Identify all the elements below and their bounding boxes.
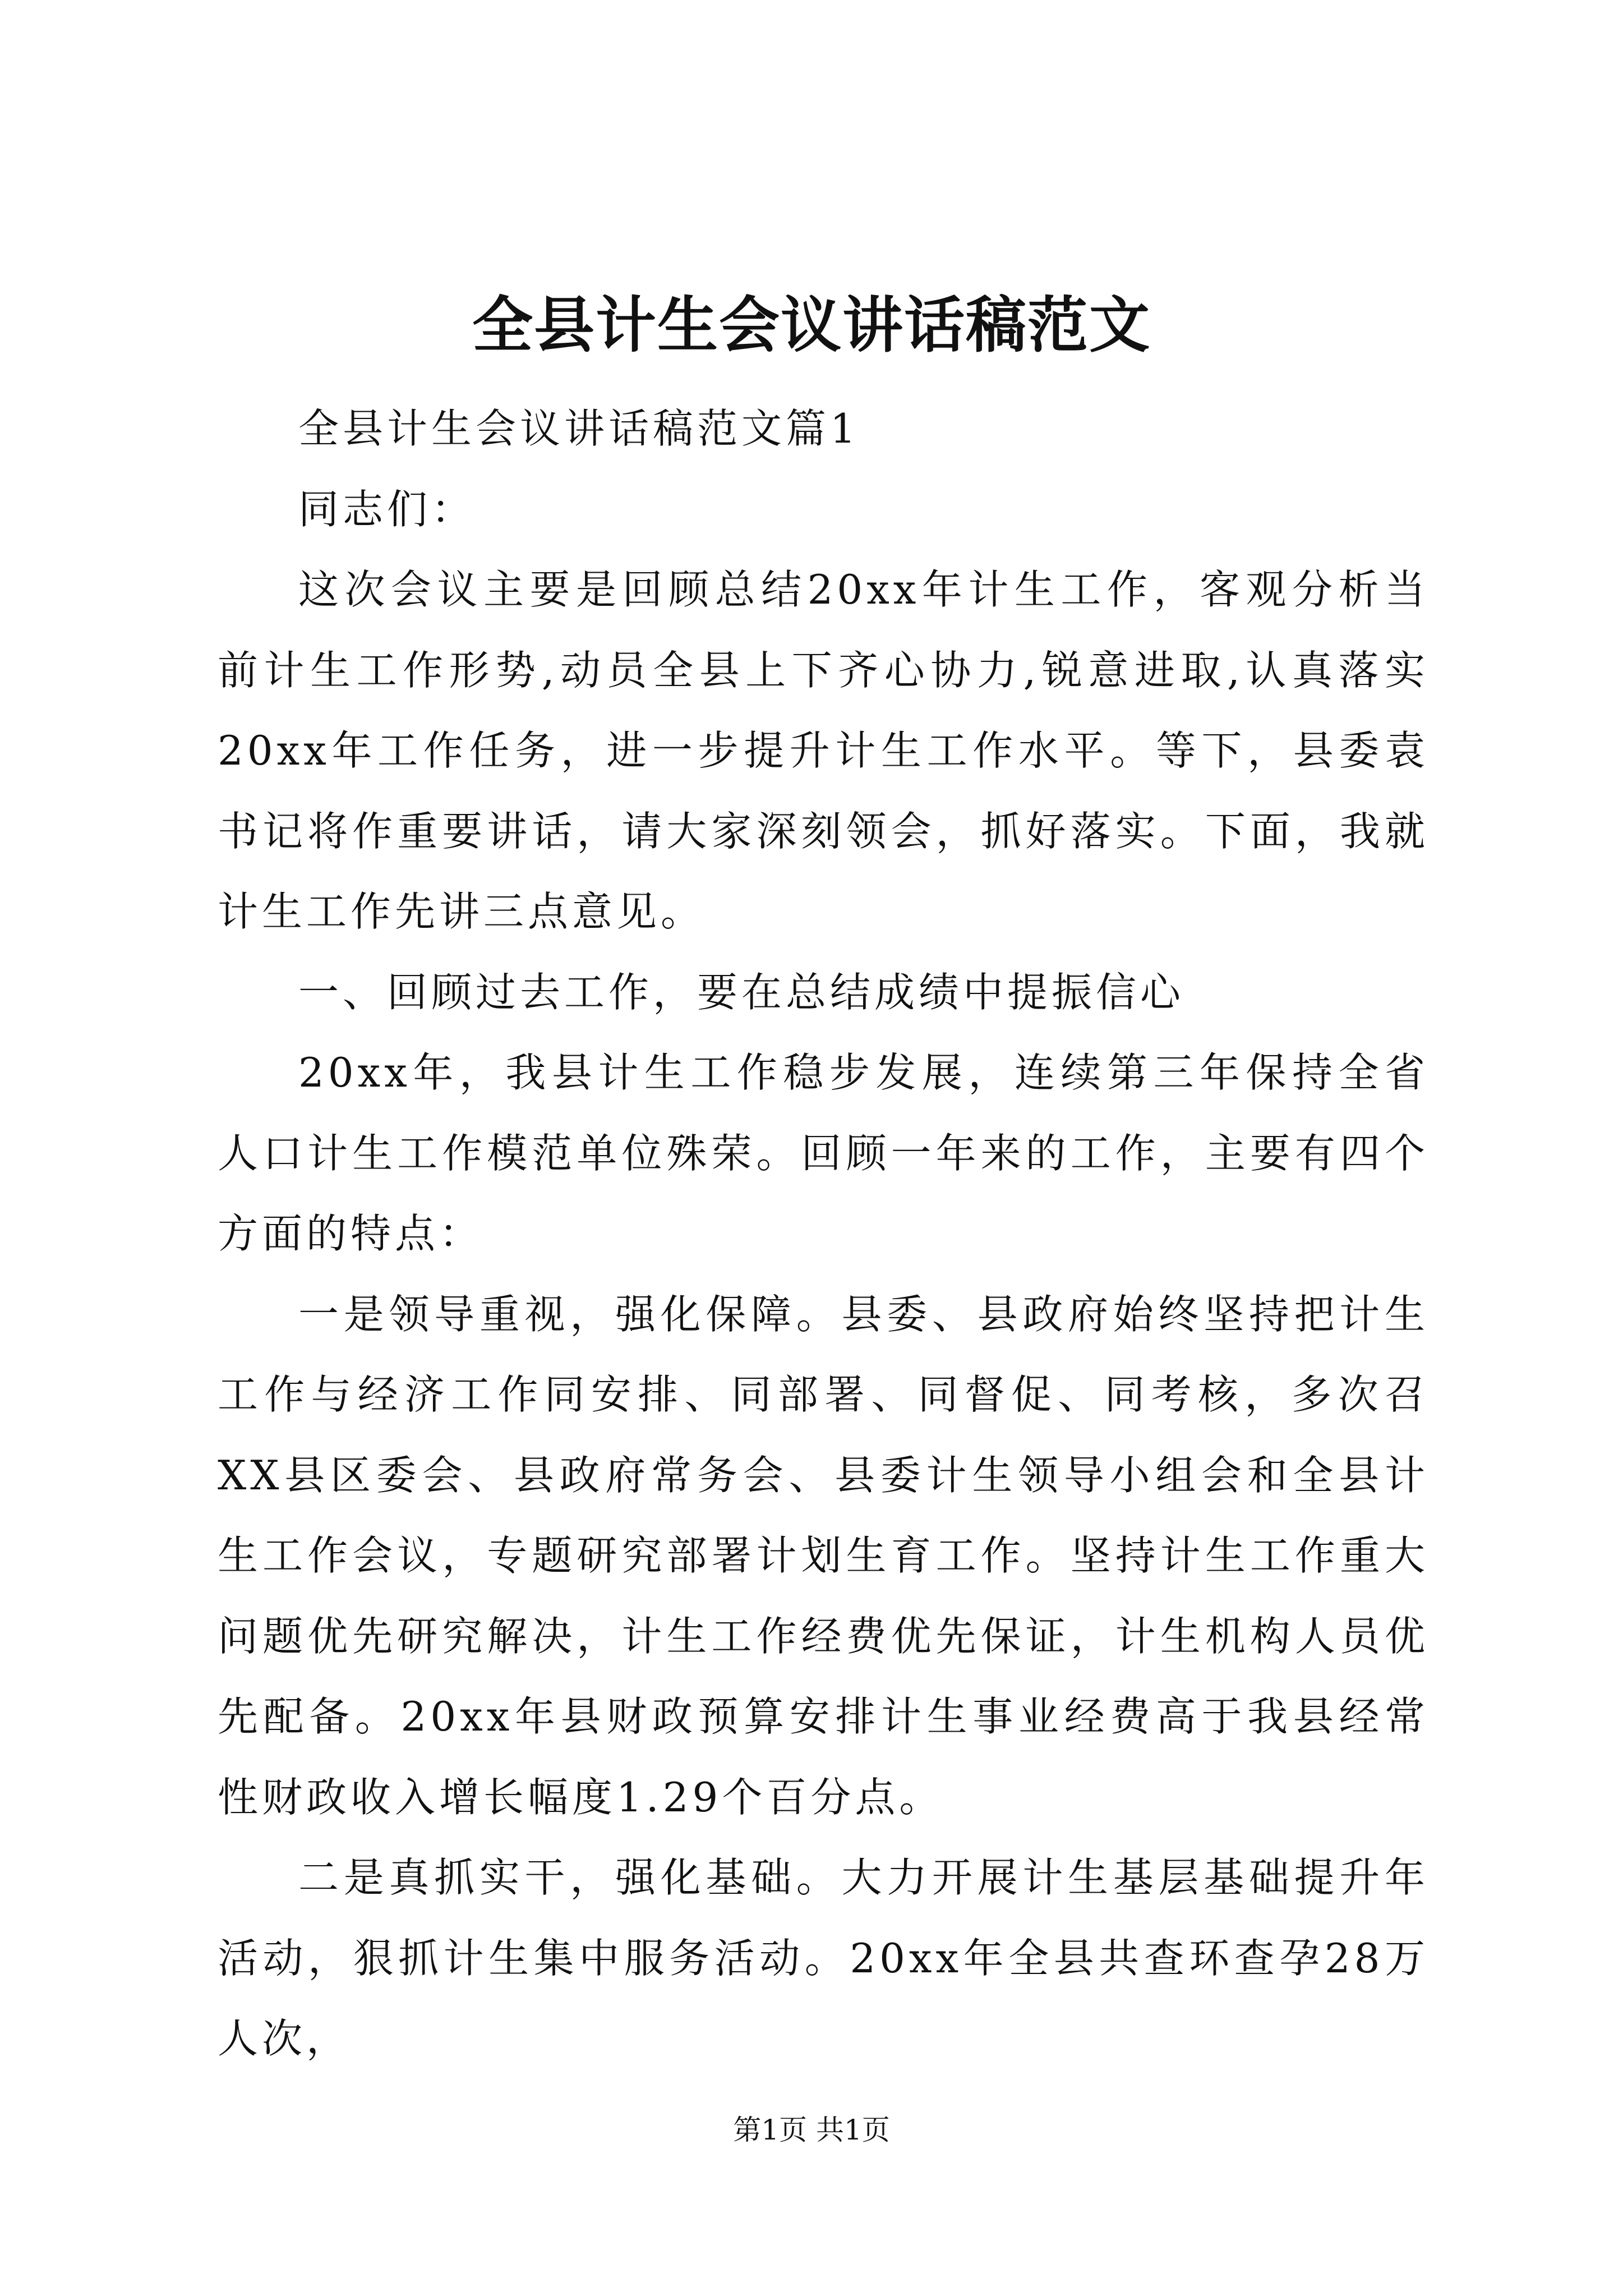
- paragraph: 20xx年，我县计生工作稳步发展，连续第三年保持全省人口计生工作模范单位殊荣。回顾一年来的工作，主要有四个方面的特点：: [218, 1049, 1429, 1257]
- salutation: 同志们：: [298, 485, 476, 533]
- paragraph: 这次会议主要是回顾总结20xx年计生工作，客观分析当前计生工作形势,动员全县上下齐心协力,锐意进取,认真落实20xx年工作任务，进一步提升计生工作水平。等下，县委袁书记将作重要讲话，请大家深刻领会，抓好落实。下面，我就计生工作先讲三点意见。: [218, 566, 1429, 935]
- paragraph: 二是真抓实干，强化基础。大力开展计生基层基础提升年活动，狠抓计生集中服务活动。20xx年全县共查环查孕28万人次，: [218, 1854, 1429, 2062]
- page-footer: 第1页 共1页: [733, 2114, 890, 2146]
- document-title: 全县计生会议讲话稿范文: [472, 290, 1151, 361]
- subheading: 一、回顾过去工作，要在总结成绩中提振信心: [298, 968, 1185, 1016]
- document-body: [218, 389, 1429, 2079]
- paragraph: 一是领导重视，强化保障。县委、县政府始终坚持把计生工作与经济工作同安排、同部署、同督促、同考核，多次召XX县区委会、县政府常务会、县委计生领导小组会和全县计生工作会议，专题研究部署计划生育工作。坚持计生工作重大问题优先研究解决，计生工作经费优先保证，计生机构人员优先配备。20xx年县财政预算安排计生事业经费高于我县经常性财政收入增长幅度1.29个百分点。: [218, 1290, 1429, 1821]
- section-heading: 全县计生会议讲话稿范文篇1: [298, 405, 860, 452]
